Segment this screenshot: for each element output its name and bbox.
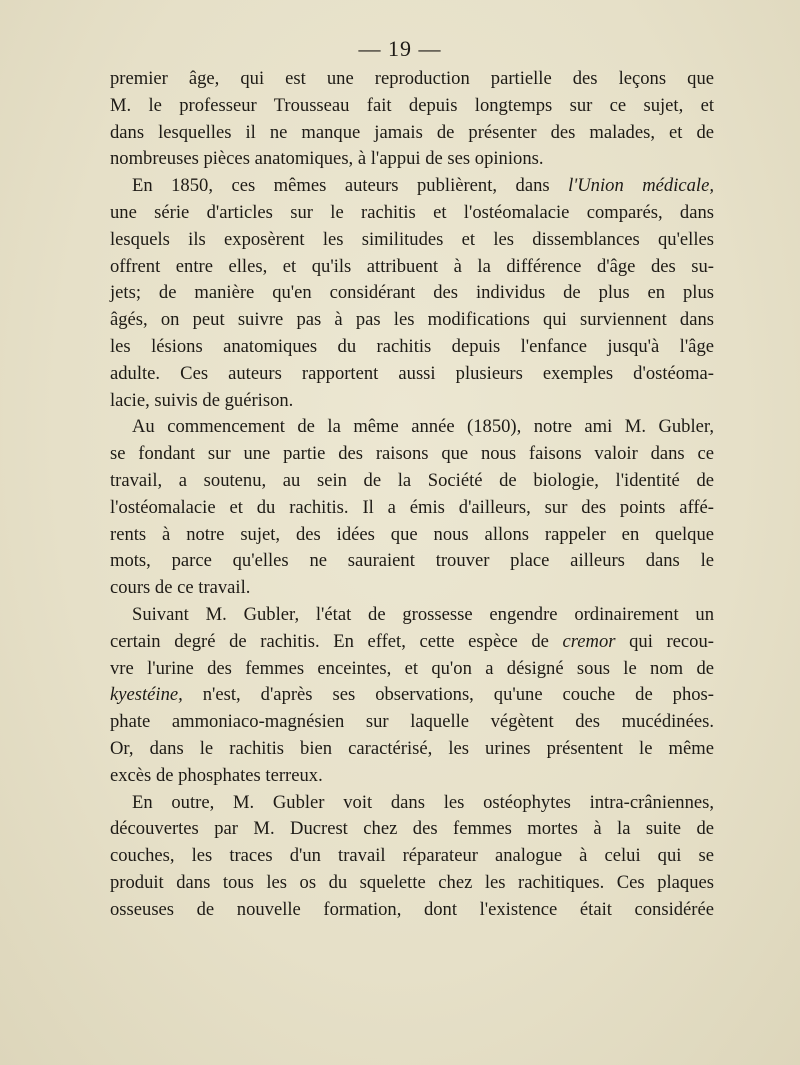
text-line: vre l'urine des femmes enceintes, et qu'on a désigné sous le nom de	[110, 657, 714, 679]
text-line: produit dans tous les os du squelette chez les rachitiques. Ces plaques	[110, 871, 714, 893]
text-line: travail, a soutenu, au sein de la Société de biologie, l'identité de	[110, 469, 714, 491]
text-fragment: qui recou-	[629, 630, 714, 652]
text-line: offrent entre elles, et qu'ils attribuent à la différence d'âge des su-	[110, 255, 714, 277]
text-line: cours de ce travail.	[110, 577, 251, 599]
text-line	[110, 173, 714, 200]
text-fragment: n'est, d'après ses observations, qu'une couche de phos-	[202, 684, 714, 706]
text-line: M. le professeur Trousseau fait depuis longtemps sur ce sujet, et	[110, 94, 714, 116]
text-line: En outre, M. Gubler voit dans les ostéophytes intra-crâniennes,	[132, 791, 714, 813]
text-line: Suivant M. Gubler, l'état de grossesse engendre ordinairement un	[132, 603, 714, 625]
text-fragment: En 1850, ces mêmes auteurs publièrent, dans	[132, 175, 550, 197]
text-fragment: certain degré de rachitis. En effet, cette espèce de	[110, 630, 549, 652]
latin-term: cremor	[562, 630, 616, 652]
journal-title: l'Union médicale,	[568, 175, 714, 197]
page-number: — 19 —	[358, 36, 442, 61]
text-line: se fondant sur une partie des raisons que nous faisons valoir dans ce	[110, 443, 714, 465]
text-line: osseuses de nouvelle formation, dont l'existence était considérée	[110, 898, 714, 920]
text-line: excès de phosphates terreux.	[110, 764, 323, 786]
text-line: mots, parce qu'elles ne sauraient trouver place ailleurs dans le	[110, 550, 714, 572]
text-line: lesquels ils exposèrent les similitudes et les dissemblances qu'elles	[110, 228, 714, 250]
text-line: découvertes par M. Ducrest chez des femmes mortes à la suite de	[110, 818, 714, 840]
text-line: adulte. Ces auteurs rapportent aussi plusieurs exemples d'ostéoma-	[110, 362, 714, 384]
text-line: phate ammoniaco-magnésien sur laquelle végètent des mucédinées.	[110, 711, 714, 733]
text-line: dans lesquelles il ne manque jamais de présenter des malades, et de	[110, 121, 714, 143]
text-line: l'ostéomalacie et du rachitis. Il a émis d'ailleurs, sur des points affé-	[110, 496, 714, 518]
text-line: lacie, suivis de guérison.	[110, 389, 294, 411]
text-line: Or, dans le rachitis bien caractérisé, les urines présentent le même	[110, 737, 714, 759]
text-line: nombreuses pièces anatomiques, à l'appui de ses opinions.	[110, 148, 544, 170]
text-line: une série d'articles sur le rachitis et l'ostéomalacie comparés, dans	[110, 201, 714, 223]
text-line: âgés, on peut suivre pas à pas les modifications qui surviennent dans	[110, 309, 714, 331]
text-body	[110, 66, 714, 924]
text-line: jets; de manière qu'en considérant des individus de plus en plus	[110, 282, 714, 304]
text-line	[110, 629, 714, 656]
text-line: rents à notre sujet, des idées que nous allons rappeler en quelque	[110, 523, 714, 545]
term-kyesteine: kyestéine,	[110, 684, 183, 706]
text-line	[110, 682, 714, 709]
text-line: Au commencement de la même année (1850), notre ami M. Gubler,	[132, 416, 714, 438]
text-line: couches, les traces d'un travail réparateur analogue à celui qui se	[110, 845, 714, 867]
text-line: premier âge, qui est une reproduction partielle des leçons que	[110, 68, 714, 89]
text-line: les lésions anatomiques du rachitis depuis l'enfance jusqu'à l'âge	[110, 335, 714, 357]
